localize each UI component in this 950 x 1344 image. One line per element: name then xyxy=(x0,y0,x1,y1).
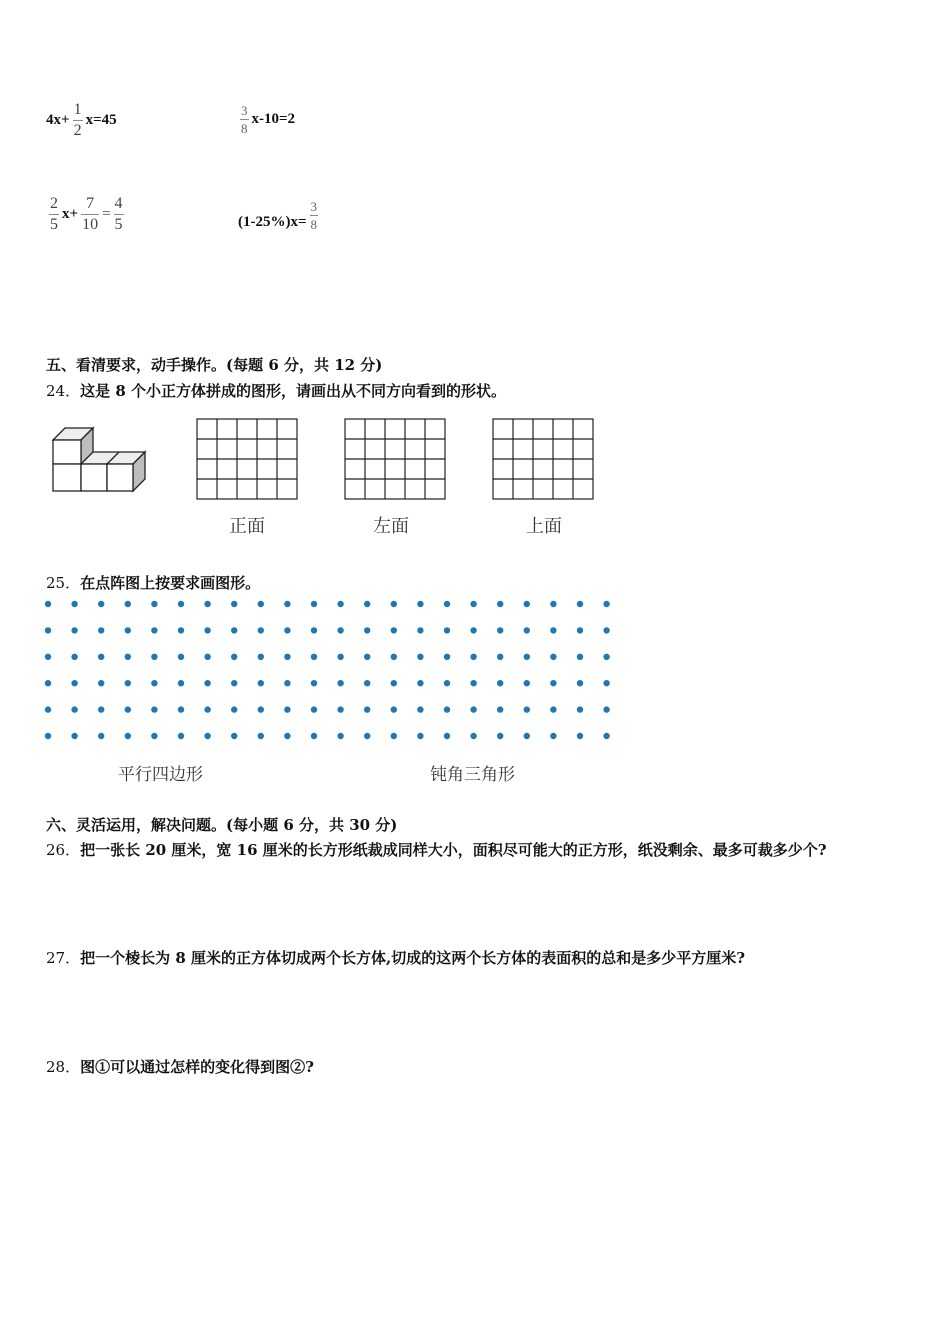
grid-dot[interactable] xyxy=(337,601,343,607)
grid-dot[interactable] xyxy=(258,680,264,686)
grid-dot[interactable] xyxy=(444,733,450,739)
eq2-frac-den: 8 xyxy=(241,121,248,136)
grid-dot[interactable] xyxy=(550,601,556,607)
grid-dot[interactable] xyxy=(71,706,77,712)
grid-dot[interactable] xyxy=(284,706,290,712)
grid-dot[interactable] xyxy=(204,680,210,686)
grid-dot[interactable] xyxy=(444,654,450,660)
grid-dot[interactable] xyxy=(98,601,104,607)
grid-dot[interactable] xyxy=(311,601,317,607)
grid-dot[interactable] xyxy=(603,627,609,633)
grid-dot[interactable] xyxy=(391,680,397,686)
grid-dot[interactable] xyxy=(364,627,370,633)
q28-text: 图①可以通过怎样的变化得到图②? xyxy=(80,1058,314,1076)
grid-dot[interactable] xyxy=(71,627,77,633)
eq4-frac-den: 8 xyxy=(310,217,318,232)
grid-dot[interactable] xyxy=(364,654,370,660)
eq3-frac3-den: 5 xyxy=(114,216,123,233)
grid-dot[interactable] xyxy=(337,627,343,633)
grid-front[interactable] xyxy=(196,418,300,502)
grid-dot[interactable] xyxy=(577,654,583,660)
grid-dot[interactable] xyxy=(125,706,131,712)
grid-dot[interactable] xyxy=(204,627,210,633)
grid-dot[interactable] xyxy=(231,601,237,607)
eq1-frac-num: 1 xyxy=(73,101,82,118)
eq1-frac-den: 2 xyxy=(73,122,82,139)
grid-dot[interactable] xyxy=(284,733,290,739)
grid-dot[interactable] xyxy=(391,706,397,712)
equation-2 xyxy=(237,104,295,135)
grid-dot[interactable] xyxy=(258,654,264,660)
q27-number: 27． xyxy=(46,949,81,967)
eq3-mid: x+ xyxy=(62,206,79,222)
grid-dot[interactable] xyxy=(125,654,131,660)
grid-left[interactable] xyxy=(344,418,448,502)
grid-dot[interactable] xyxy=(45,733,51,739)
grid-dot[interactable] xyxy=(231,706,237,712)
grid-dot[interactable] xyxy=(71,601,77,607)
grid-dot[interactable] xyxy=(71,680,77,686)
grid-dot[interactable] xyxy=(497,680,503,686)
grid-dot[interactable] xyxy=(577,680,583,686)
grid-dot[interactable] xyxy=(45,654,51,660)
grid-dot[interactable] xyxy=(98,733,104,739)
grid-dot[interactable] xyxy=(125,733,131,739)
grid-dot[interactable] xyxy=(45,601,51,607)
grid-dot[interactable] xyxy=(391,601,397,607)
q25-text: 在点阵图上按要求画图形。 xyxy=(80,574,261,592)
grid-dot[interactable] xyxy=(125,601,131,607)
eq3-fraction-1 xyxy=(49,196,59,233)
grid-dot[interactable] xyxy=(444,706,450,712)
q24-number: 24． xyxy=(46,382,81,400)
grid-dot[interactable] xyxy=(524,733,530,739)
cube-figure xyxy=(48,420,153,500)
grid-dot[interactable] xyxy=(391,627,397,633)
grid-dot[interactable] xyxy=(497,627,503,633)
grid-dot[interactable] xyxy=(45,706,51,712)
grid-dot[interactable] xyxy=(444,627,450,633)
grid-dot[interactable] xyxy=(337,733,343,739)
grid-dot[interactable] xyxy=(45,627,51,633)
grid-dot[interactable] xyxy=(364,680,370,686)
grid-dot[interactable] xyxy=(45,680,51,686)
grid-dot[interactable] xyxy=(550,654,556,660)
grid-dot[interactable] xyxy=(603,601,609,607)
grid-dot[interactable] xyxy=(204,733,210,739)
grid-dot[interactable] xyxy=(178,601,184,607)
grid-dot[interactable] xyxy=(603,654,609,660)
grid-dot[interactable] xyxy=(284,627,290,633)
section-6-heading: 六、灵活运用，解决问题。(每小题 6 分，共 30 分) xyxy=(46,816,398,834)
section-5-heading: 五、看清要求，动手操作。(每题 6 分，共 12 分) xyxy=(46,356,383,374)
grid-dot[interactable] xyxy=(391,654,397,660)
grid-dot[interactable] xyxy=(524,654,530,660)
grid-dot[interactable] xyxy=(470,627,476,633)
grid-dot[interactable] xyxy=(258,706,264,712)
grid-dot[interactable] xyxy=(231,654,237,660)
grid-dot[interactable] xyxy=(178,706,184,712)
grid-dot[interactable] xyxy=(178,733,184,739)
eq4-fraction xyxy=(310,200,319,231)
grid-dot[interactable] xyxy=(603,680,609,686)
question-26 xyxy=(46,839,827,860)
grid-dot[interactable] xyxy=(258,627,264,633)
grid-top[interactable] xyxy=(492,418,596,502)
question-27 xyxy=(46,947,745,968)
grid-dot[interactable] xyxy=(337,706,343,712)
grid-dot[interactable] xyxy=(178,654,184,660)
eq3-frac2-num: 7 xyxy=(86,195,95,212)
eq2-frac-num: 3 xyxy=(241,103,248,118)
eq3-frac2-den: 10 xyxy=(82,216,99,233)
grid-dot[interactable] xyxy=(603,706,609,712)
grid-dot[interactable] xyxy=(524,680,530,686)
grid-dot[interactable] xyxy=(98,654,104,660)
view-label-left: 左面 xyxy=(373,516,409,537)
grid-dot[interactable] xyxy=(71,733,77,739)
grid-dot[interactable] xyxy=(98,706,104,712)
eq3-frac3-num: 4 xyxy=(114,195,123,212)
grid-dot[interactable] xyxy=(311,706,317,712)
grid-dot[interactable] xyxy=(364,601,370,607)
grid-dot[interactable] xyxy=(470,654,476,660)
grid-dot[interactable] xyxy=(178,627,184,633)
eq2-suffix: x-10=2 xyxy=(251,111,296,127)
grid-dot[interactable] xyxy=(497,601,503,607)
eq4-prefix: (1-25%)x= xyxy=(238,214,307,230)
grid-dot[interactable] xyxy=(178,680,184,686)
grid-dot[interactable] xyxy=(470,706,476,712)
q27-text: 把一个棱长为 8 厘米的正方体切成两个长方体,切成的这两个长方体的表面积的总和是多少平方厘米? xyxy=(80,949,745,967)
equation-4 xyxy=(238,200,321,231)
eq3-frac1-den: 5 xyxy=(50,216,58,233)
eq3-equals: = xyxy=(102,206,111,222)
grid-dot[interactable] xyxy=(577,733,583,739)
grid-dot[interactable] xyxy=(231,680,237,686)
grid-dot[interactable] xyxy=(470,733,476,739)
grid-dot[interactable] xyxy=(391,733,397,739)
grid-dot[interactable] xyxy=(364,733,370,739)
eq1-prefix: 4x+ xyxy=(46,112,70,128)
q24-text: 这是 8 个小正方体拼成的图形，请画出从不同方向看到的形状。 xyxy=(80,382,506,400)
grid-dot[interactable] xyxy=(311,680,317,686)
grid-dot[interactable] xyxy=(417,601,423,607)
eq1-suffix: x=45 xyxy=(85,112,117,128)
grid-dot[interactable] xyxy=(71,654,77,660)
grid-dot[interactable] xyxy=(577,706,583,712)
eq1-fraction xyxy=(73,102,83,139)
grid-dot[interactable] xyxy=(550,627,556,633)
question-28 xyxy=(46,1056,314,1077)
grid-dot[interactable] xyxy=(497,706,503,712)
grid-dot[interactable] xyxy=(204,706,210,712)
grid-dot[interactable] xyxy=(550,680,556,686)
grid-dot[interactable] xyxy=(204,601,210,607)
eq3-frac1-num: 2 xyxy=(50,195,58,212)
grid-dot[interactable] xyxy=(284,654,290,660)
grid-dot[interactable] xyxy=(417,680,423,686)
grid-dot[interactable] xyxy=(98,627,104,633)
grid-dot[interactable] xyxy=(524,706,530,712)
eq3-fraction-2 xyxy=(81,196,99,233)
q25-number: 25． xyxy=(46,574,81,592)
grid-dot[interactable] xyxy=(417,654,423,660)
grid-dot[interactable] xyxy=(444,680,450,686)
grid-dot[interactable] xyxy=(603,733,609,739)
grid-dot[interactable] xyxy=(151,733,157,739)
q26-text: 把一张长 20 厘米，宽 16 厘米的长方形纸裁成同样大小，面积尽可能大的正方形，纸没剩余、最多可裁多少个? xyxy=(80,841,827,859)
grid-dot[interactable] xyxy=(151,601,157,607)
eq4-frac-num: 3 xyxy=(310,199,318,214)
grid-dot[interactable] xyxy=(151,706,157,712)
grid-dot[interactable] xyxy=(337,680,343,686)
grid-dot[interactable] xyxy=(417,706,423,712)
grid-dot[interactable] xyxy=(125,627,131,633)
grid-dot[interactable] xyxy=(577,627,583,633)
view-label-front: 正面 xyxy=(229,516,265,537)
grid-dot[interactable] xyxy=(284,601,290,607)
grid-dot[interactable] xyxy=(311,627,317,633)
view-label-top: 上面 xyxy=(526,516,562,537)
grid-dot[interactable] xyxy=(258,601,264,607)
grid-dot[interactable] xyxy=(417,627,423,633)
grid-dot[interactable] xyxy=(284,680,290,686)
grid-dot[interactable] xyxy=(550,733,556,739)
dot-label-parallelogram: 平行四边形 xyxy=(118,765,203,785)
question-24 xyxy=(46,380,506,401)
grid-dot[interactable] xyxy=(311,733,317,739)
grid-dot[interactable] xyxy=(231,627,237,633)
grid-dot[interactable] xyxy=(151,680,157,686)
grid-dot[interactable] xyxy=(524,601,530,607)
grid-dot[interactable] xyxy=(577,601,583,607)
grid-dot[interactable] xyxy=(470,601,476,607)
grid-dot[interactable] xyxy=(311,654,317,660)
grid-dot[interactable] xyxy=(470,680,476,686)
dot-grid[interactable] xyxy=(40,596,620,746)
grid-dot[interactable] xyxy=(204,654,210,660)
grid-dot[interactable] xyxy=(364,706,370,712)
grid-dot[interactable] xyxy=(231,733,237,739)
eq3-fraction-3 xyxy=(114,196,124,233)
dot-label-obtuse-triangle: 钝角三角形 xyxy=(430,765,515,785)
q26-number: 26． xyxy=(46,841,81,859)
eq2-fraction xyxy=(240,104,249,135)
grid-dot[interactable] xyxy=(444,601,450,607)
grid-dot[interactable] xyxy=(497,654,503,660)
equation-1 xyxy=(46,102,117,139)
grid-dot[interactable] xyxy=(497,733,503,739)
q28-number: 28． xyxy=(46,1058,81,1076)
grid-dot[interactable] xyxy=(151,654,157,660)
grid-dot[interactable] xyxy=(337,654,343,660)
grid-dot[interactable] xyxy=(417,733,423,739)
question-25 xyxy=(46,572,260,593)
grid-dot[interactable] xyxy=(151,627,157,633)
equation-3 xyxy=(46,196,127,233)
grid-dot[interactable] xyxy=(258,733,264,739)
grid-dot[interactable] xyxy=(98,680,104,686)
grid-dot[interactable] xyxy=(524,627,530,633)
grid-dot[interactable] xyxy=(125,680,131,686)
grid-dot[interactable] xyxy=(550,706,556,712)
